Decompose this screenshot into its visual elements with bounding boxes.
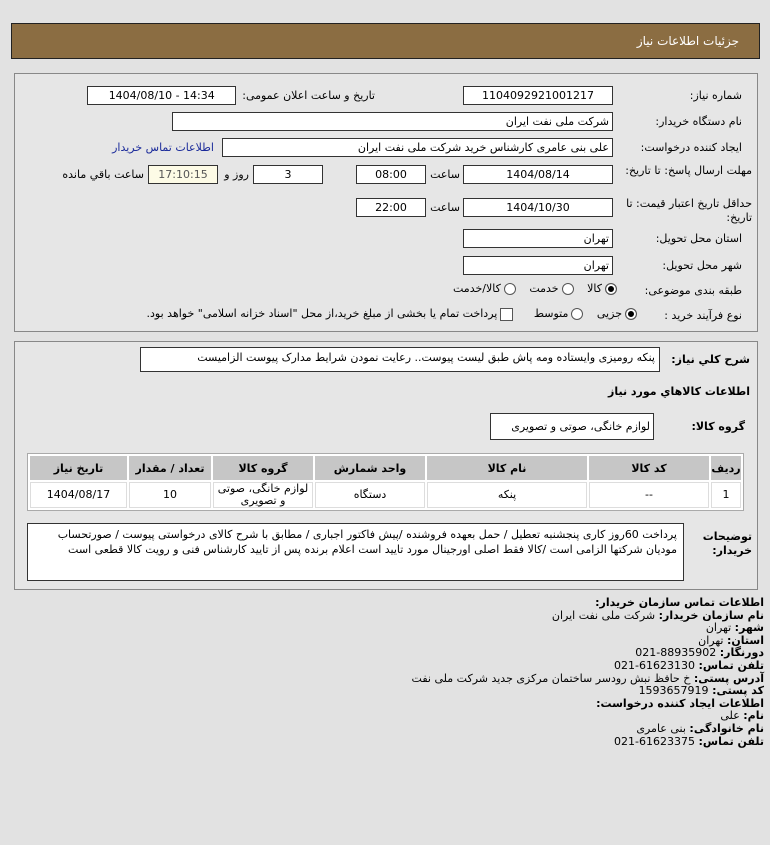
city-field[interactable]: تهران xyxy=(463,256,613,275)
deadline-label: مهلت ارسال پاسخ: تا تاریخ: xyxy=(625,164,752,177)
process-radio-group xyxy=(147,307,640,321)
cell-qty: 10 xyxy=(129,482,211,508)
deadline-time-label: ساعت xyxy=(430,168,460,181)
summary-label: شرح کلي نیاز: xyxy=(671,353,750,366)
goods-table xyxy=(27,453,744,511)
need-number-field[interactable]: 1104092921001217 xyxy=(463,86,613,105)
cell-code: -- xyxy=(589,482,709,508)
col-row: ردیف xyxy=(711,456,741,480)
contact-city-label: شهر: xyxy=(734,621,764,635)
org-label: نام سازمان خریدار: xyxy=(658,608,764,622)
category-both-label: کالا/خدمت xyxy=(453,282,501,295)
category-both-radio[interactable] xyxy=(504,283,516,295)
category-service-radio[interactable] xyxy=(562,283,574,295)
buyer-contact-link[interactable]: اطلاعات تماس خریدار xyxy=(112,141,214,154)
col-name: نام کالا xyxy=(427,456,587,480)
process-label: نوع فرآیند خرید : xyxy=(664,309,742,322)
validity-date-field[interactable]: 1404/10/30 xyxy=(463,198,613,217)
remaining-label: ساعت باقي مانده xyxy=(62,168,144,181)
treasury-payment-label: پرداخت تمام یا بخشی از مبلغ خرید،از محل "اسناد خزانه اسلامی" خواهد بود. xyxy=(146,307,498,320)
validity-time-label: ساعت xyxy=(430,201,460,214)
table-header-row xyxy=(30,456,741,480)
creator-phone-label: تلفن تماس: xyxy=(698,734,764,748)
city-label: شهر محل تحویل: xyxy=(662,259,742,272)
page-title: جزئیات اطلاعات نیاز xyxy=(636,34,739,48)
validity-time-field[interactable]: 22:00 xyxy=(356,198,426,217)
postal-label: کد پستی: xyxy=(712,684,764,698)
name-value: علی xyxy=(720,709,740,723)
contact-title: اطلاعات تماس سازمان خریدار: xyxy=(595,596,764,609)
col-qty: تعداد / مقدار xyxy=(129,456,211,480)
contact-province-value: تهران xyxy=(698,633,724,647)
fax-label: دورنگار: xyxy=(719,646,764,660)
process-medium-label: متوسط xyxy=(533,307,569,320)
cell-name: پنکه xyxy=(427,482,587,508)
buyer-label: نام دستگاه خریدار: xyxy=(655,115,742,128)
announce-row xyxy=(87,86,375,105)
cell-row: 1 xyxy=(711,482,741,508)
buyer-contact-info xyxy=(412,597,764,748)
days-field: 3 xyxy=(253,165,323,184)
goods-group-label: گروه کالا: xyxy=(691,420,745,433)
announce-label: تاریخ و ساعت اعلان عمومی: xyxy=(242,89,375,102)
summary-field: پنکه رومیزی وایستاده ومه پاش طبق لیست پیوست.. رعایت نمودن شرایط مدارک پیوست الزامیست xyxy=(140,347,660,372)
need-number-label: شماره نیاز: xyxy=(689,89,742,102)
family-value: بنی عامری xyxy=(636,721,686,735)
process-minor-radio[interactable] xyxy=(625,308,637,320)
validity-label: حداقل تاریخ اعتبار قیمت: تا تاریخ: xyxy=(626,197,752,224)
address-label: آدرس پستی: xyxy=(693,671,764,685)
deadline-time-field[interactable]: 08:00 xyxy=(356,165,426,184)
province-field[interactable]: تهران xyxy=(463,229,613,248)
page-header xyxy=(11,23,760,59)
cell-date: 1404/08/17 xyxy=(30,482,127,508)
col-code: کد کالا xyxy=(589,456,709,480)
category-goods-label: کالا xyxy=(587,282,602,295)
category-goods-radio[interactable] xyxy=(605,283,617,295)
name-label: نام: xyxy=(743,709,764,723)
cell-group: لوازم خانگی، صوتی و تصویری xyxy=(213,482,313,508)
category-service-label: خدمت xyxy=(529,282,559,295)
creator-info-title: اطلاعات ایجاد کننده درخواست: xyxy=(596,696,764,710)
creator-phone-value: 61623375-021 xyxy=(614,734,696,748)
creator-field[interactable]: علی بنی عامری کارشناس خرید شرکت ملی نفت ایران xyxy=(222,138,613,157)
process-minor-label: جزیی xyxy=(596,307,622,320)
family-label: نام خانوادگی: xyxy=(689,721,764,735)
category-label: طبقه بندی موضوعی: xyxy=(644,284,742,297)
contact-city-value: تهران xyxy=(705,621,732,635)
treasury-payment-checkbox[interactable] xyxy=(500,308,513,321)
fax-value: 88935902-021 xyxy=(635,646,717,660)
contact-province-label: استان: xyxy=(727,633,764,647)
goods-group-field: لوازم خانگی، صوتی و تصویری xyxy=(490,413,654,440)
goods-section-title: اطلاعات کالاهاي مورد نیاز xyxy=(608,385,750,398)
remaining-time-field: 17:10:15 xyxy=(148,165,218,184)
postal-value: 1593657919 xyxy=(638,684,709,698)
announce-field[interactable]: 1404/08/10 - 14:34 xyxy=(87,86,236,105)
deadline-date-field[interactable]: 1404/08/14 xyxy=(463,165,613,184)
col-group: گروه کالا xyxy=(213,456,313,480)
address-value: خ حافظ نبش رودسر ساختمان مرکزی جدید شرکت ملی نفت xyxy=(411,671,691,685)
process-medium-radio[interactable] xyxy=(571,308,583,320)
buyer-field[interactable]: شرکت ملی نفت ایران xyxy=(172,112,613,131)
phone-label: تلفن تماس: xyxy=(698,658,764,672)
org-value: شرکت ملی نفت ایران xyxy=(551,608,656,622)
col-date: تاریخ نیاز xyxy=(30,456,127,480)
buyer-notes-field: پرداخت 60روز کاری پنجشنبه تعطیل / حمل بعهده فروشنده /پیش فاکتور اجباری / مطابق با شرح کالای درخواستی پیوست / صورتحساب مودیان شرکتها الزامی است /کالا فقط اصلی اورجینال مورد تایید است اعلام برنده پس از تایید کارشناس فنی و رویت کالا قطعی است xyxy=(27,523,684,581)
days-label: روز و xyxy=(224,168,249,181)
cell-unit: دستگاه xyxy=(315,482,425,508)
province-label: استان محل تحویل: xyxy=(655,232,742,245)
table-row xyxy=(30,482,741,508)
creator-label: ایجاد کننده درخواست: xyxy=(640,141,742,154)
col-unit: واحد شمارش xyxy=(315,456,425,480)
buyer-notes-label: توضیحات خریدار: xyxy=(702,530,752,557)
category-radio-group xyxy=(453,282,620,295)
phone-value: 61623130-021 xyxy=(614,658,696,672)
